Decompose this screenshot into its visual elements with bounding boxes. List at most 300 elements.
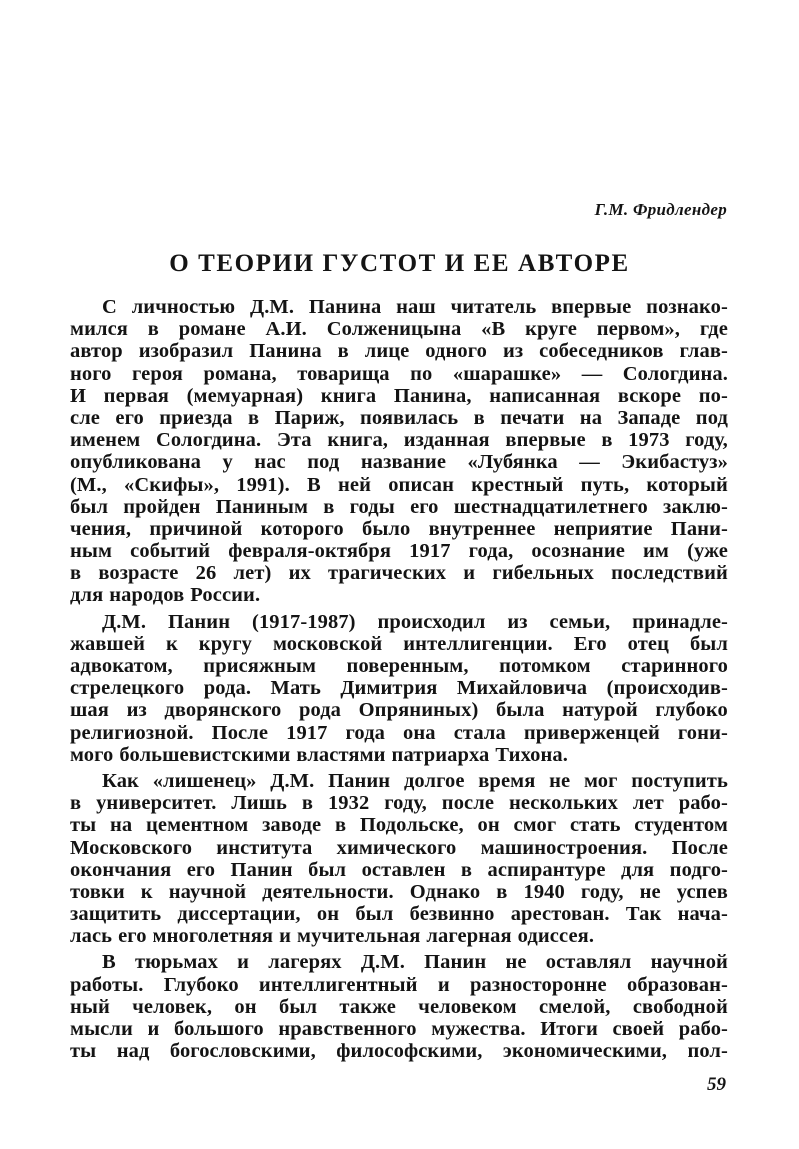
word: деятельности. bbox=[262, 880, 394, 903]
word: потомком bbox=[499, 655, 591, 677]
word: опубликована bbox=[70, 451, 201, 474]
word: гони- bbox=[677, 721, 728, 744]
word: неприятие bbox=[553, 517, 653, 540]
word: стать bbox=[569, 814, 621, 837]
word: она bbox=[403, 721, 436, 744]
word: разносторонне bbox=[469, 973, 607, 996]
word: круге bbox=[525, 318, 577, 341]
word: заводе bbox=[262, 814, 322, 837]
text-line bbox=[70, 744, 728, 766]
word: лагерная bbox=[426, 925, 512, 948]
word: мился bbox=[70, 318, 128, 341]
word: После bbox=[671, 836, 728, 859]
word: «Лубянка bbox=[467, 451, 558, 474]
word: 1973 bbox=[628, 429, 670, 452]
word: Д.М. bbox=[249, 296, 295, 318]
word: изданная bbox=[403, 429, 490, 452]
text-line bbox=[70, 792, 728, 814]
word: мучительная bbox=[297, 925, 421, 948]
word: 1940 bbox=[523, 880, 565, 903]
word: событий bbox=[130, 540, 211, 563]
text-line bbox=[70, 951, 728, 973]
word: лет) bbox=[233, 562, 272, 585]
word: глав- bbox=[679, 340, 728, 363]
word: возрасте bbox=[98, 562, 179, 585]
word: «Скифы», bbox=[124, 473, 220, 496]
word: одиссея. bbox=[517, 925, 595, 948]
word: А.И. bbox=[265, 318, 307, 341]
word: из bbox=[502, 340, 524, 363]
word: нача- bbox=[677, 903, 728, 926]
word: именем bbox=[70, 429, 141, 452]
word: первая bbox=[103, 384, 169, 407]
text-line bbox=[70, 996, 728, 1018]
word: романе bbox=[178, 318, 246, 341]
word: трагических bbox=[328, 562, 447, 585]
word: на bbox=[579, 406, 603, 429]
word: ты bbox=[70, 1040, 97, 1063]
word: Как bbox=[102, 769, 139, 792]
word: московской bbox=[272, 632, 383, 655]
text-line bbox=[70, 814, 728, 836]
word: Панина bbox=[249, 340, 322, 363]
word: и bbox=[147, 1018, 160, 1040]
word: Панин bbox=[168, 610, 231, 633]
word: Лишь bbox=[231, 792, 287, 815]
text-line bbox=[70, 407, 728, 429]
word: под bbox=[695, 406, 728, 429]
word: написанная bbox=[489, 384, 601, 407]
word: его bbox=[410, 495, 439, 518]
text-line bbox=[70, 318, 728, 340]
text-line bbox=[70, 496, 728, 518]
word: в bbox=[70, 562, 82, 585]
word: человеком bbox=[418, 995, 517, 1018]
word: в bbox=[473, 406, 485, 429]
word: Париж, bbox=[274, 406, 345, 429]
word: из bbox=[126, 699, 147, 722]
word: он bbox=[234, 995, 257, 1018]
word: подго- bbox=[669, 858, 728, 881]
word: Димитрия bbox=[340, 677, 438, 700]
text-line bbox=[70, 722, 728, 744]
word: философскими, bbox=[336, 1040, 483, 1063]
word: Сологдина. bbox=[622, 362, 728, 385]
word: властями bbox=[296, 743, 386, 766]
word: (М., bbox=[70, 473, 107, 496]
text-line bbox=[70, 837, 728, 859]
word: мог bbox=[583, 769, 618, 792]
word: диссертации, bbox=[177, 903, 301, 926]
word: (уже bbox=[687, 540, 728, 563]
word: он bbox=[316, 903, 340, 926]
word: в bbox=[337, 340, 349, 363]
word: для bbox=[70, 584, 104, 607]
word: в bbox=[601, 429, 613, 452]
word: мысли bbox=[70, 1018, 133, 1040]
word: поверенным, bbox=[346, 655, 469, 677]
word: 1917 bbox=[409, 540, 451, 563]
word: его bbox=[186, 858, 216, 881]
word: и bbox=[279, 925, 292, 948]
word: году, bbox=[685, 429, 728, 452]
word: экономическими, bbox=[502, 1040, 668, 1063]
word: его bbox=[115, 406, 144, 429]
word: которого bbox=[260, 517, 344, 540]
word: вскоре bbox=[617, 384, 682, 407]
text-line bbox=[70, 363, 728, 385]
word: 1917 bbox=[286, 721, 328, 744]
word: книга bbox=[320, 384, 377, 407]
word: и bbox=[463, 562, 476, 585]
word: Подольске, bbox=[359, 814, 464, 837]
word: у bbox=[222, 451, 233, 474]
text-line bbox=[70, 385, 728, 407]
word: на bbox=[110, 814, 133, 837]
word: собеседников bbox=[539, 340, 664, 363]
word: (1917-1987) bbox=[252, 610, 356, 633]
word: машиностроения. bbox=[480, 836, 648, 859]
word: рода. bbox=[203, 677, 252, 700]
word: лась bbox=[70, 925, 113, 948]
word: не bbox=[505, 951, 527, 974]
word: химического bbox=[336, 836, 457, 859]
word: товки bbox=[70, 880, 125, 903]
word: института bbox=[216, 836, 313, 859]
word: И bbox=[70, 384, 87, 407]
word: героя bbox=[132, 362, 183, 385]
word: который bbox=[646, 473, 728, 496]
word: В bbox=[102, 951, 116, 974]
word: кругу bbox=[198, 632, 253, 655]
word: в bbox=[334, 814, 347, 837]
word: стрелецкого bbox=[70, 677, 185, 700]
word: России. bbox=[190, 584, 261, 607]
word: читатель bbox=[450, 296, 537, 318]
word: к bbox=[165, 632, 178, 655]
word: лагерях bbox=[268, 951, 342, 974]
word: своей bbox=[612, 1018, 665, 1040]
word: лице bbox=[364, 340, 410, 363]
word: защитить bbox=[70, 903, 162, 926]
word: работы. bbox=[70, 973, 144, 996]
word: года bbox=[345, 721, 386, 744]
word: После bbox=[211, 721, 269, 744]
word: ного bbox=[70, 362, 112, 385]
text-line bbox=[70, 1040, 728, 1062]
word: последствий bbox=[611, 562, 728, 585]
word: Панин bbox=[424, 951, 487, 974]
word: был bbox=[279, 995, 318, 1018]
word: впервые bbox=[551, 296, 632, 318]
word: 1991). bbox=[236, 473, 290, 496]
word: отец bbox=[627, 632, 670, 655]
word: Экибастуз» bbox=[621, 451, 728, 474]
word: году, bbox=[580, 880, 624, 903]
word: шая bbox=[70, 699, 109, 722]
word: Панин bbox=[230, 858, 293, 881]
word: стала bbox=[453, 721, 506, 744]
word: было bbox=[361, 517, 411, 540]
text-line bbox=[70, 340, 728, 362]
word: Паниным bbox=[215, 495, 309, 518]
word: время bbox=[478, 769, 536, 792]
word: по bbox=[410, 362, 433, 385]
word: сле bbox=[70, 406, 100, 429]
word: осознание bbox=[531, 540, 625, 563]
word: Так bbox=[625, 903, 662, 926]
word: смелой, bbox=[538, 995, 611, 1018]
word: образован- bbox=[626, 973, 728, 996]
word: рабо- bbox=[678, 792, 728, 815]
word: чения, bbox=[70, 517, 132, 540]
text-line bbox=[70, 429, 728, 451]
word: Западе bbox=[617, 406, 681, 429]
word: научной bbox=[650, 951, 728, 974]
word: Итоги bbox=[540, 1018, 598, 1040]
word: Его bbox=[573, 632, 607, 655]
article-body bbox=[70, 296, 728, 1062]
word: была bbox=[496, 699, 545, 722]
word: нескольких bbox=[508, 792, 618, 815]
word: также bbox=[339, 995, 396, 1018]
word: им bbox=[643, 540, 669, 563]
word: пройден bbox=[123, 495, 201, 518]
word: рода bbox=[298, 699, 342, 722]
word: причиной bbox=[149, 517, 243, 540]
word: успев bbox=[676, 880, 728, 903]
word: в bbox=[247, 406, 260, 429]
word: в bbox=[460, 858, 473, 881]
word: к bbox=[140, 880, 153, 903]
word: личностью bbox=[131, 296, 236, 318]
word: путь, bbox=[580, 473, 630, 496]
word: и bbox=[437, 973, 450, 996]
word: в bbox=[301, 792, 314, 815]
word: долгое bbox=[403, 769, 465, 792]
word: описан bbox=[388, 473, 455, 496]
word: аспирантуре bbox=[487, 858, 606, 881]
word: не bbox=[549, 769, 571, 792]
word: романа, bbox=[203, 362, 277, 385]
text-line bbox=[70, 677, 728, 699]
word: году, bbox=[384, 792, 427, 815]
word: не bbox=[639, 880, 661, 903]
text-line bbox=[70, 451, 728, 473]
word: Мать bbox=[270, 677, 321, 700]
word: Д.М. bbox=[360, 951, 405, 974]
word: происходил bbox=[377, 610, 486, 633]
word: их bbox=[288, 562, 311, 585]
text-line bbox=[70, 474, 728, 496]
word: первом», bbox=[596, 318, 681, 341]
word: был bbox=[308, 858, 347, 881]
text-line bbox=[70, 699, 728, 721]
text-line bbox=[70, 655, 728, 677]
word: в bbox=[323, 495, 335, 518]
word: оставлял bbox=[545, 951, 632, 974]
word: «лишенец» bbox=[152, 769, 257, 792]
word: ты bbox=[70, 814, 97, 837]
word: арестован. bbox=[510, 903, 610, 926]
word: свободной bbox=[632, 995, 728, 1018]
word: многолетняя bbox=[152, 925, 274, 948]
word: Михайловича bbox=[456, 677, 588, 700]
word: над bbox=[116, 1040, 150, 1063]
text-line bbox=[70, 296, 728, 318]
word: В bbox=[307, 473, 321, 496]
word: товарища bbox=[297, 362, 390, 385]
word: тюрьмах bbox=[134, 951, 218, 974]
word: был bbox=[689, 632, 728, 655]
word: — bbox=[581, 362, 603, 385]
word: книга, bbox=[327, 429, 389, 452]
word: название bbox=[360, 451, 447, 474]
word: С bbox=[102, 296, 117, 318]
word: в bbox=[496, 880, 508, 903]
word: научной bbox=[168, 880, 247, 903]
word: автор bbox=[70, 340, 123, 363]
word: Панин bbox=[328, 769, 391, 792]
word: изобразил bbox=[138, 340, 234, 363]
word: приезда bbox=[159, 406, 233, 429]
text-line bbox=[70, 1018, 728, 1040]
word: нас bbox=[254, 451, 286, 474]
word: Сологдина. bbox=[156, 429, 262, 452]
word: где bbox=[699, 318, 728, 341]
word: народов bbox=[109, 584, 185, 607]
word: принадле- bbox=[632, 610, 728, 633]
word: жавшей bbox=[70, 632, 146, 655]
word: по- bbox=[698, 384, 728, 407]
word: университет. bbox=[96, 792, 217, 815]
word: безвинно bbox=[409, 903, 495, 926]
word: года, bbox=[468, 540, 514, 563]
word: (мемуарная) bbox=[186, 384, 304, 407]
word: лет bbox=[632, 792, 664, 815]
text-line bbox=[70, 584, 728, 606]
word: его bbox=[118, 925, 147, 948]
word: Пани- bbox=[670, 517, 728, 540]
word: он bbox=[477, 814, 500, 837]
text-line bbox=[70, 974, 728, 996]
word: студентом bbox=[634, 814, 728, 837]
word: Эта bbox=[276, 429, 312, 452]
page-number: 59 bbox=[707, 1074, 726, 1095]
word: Д.М. bbox=[270, 769, 315, 792]
word: мого bbox=[70, 743, 114, 766]
word: под bbox=[307, 451, 340, 474]
word: Опряниных) bbox=[358, 699, 479, 722]
word: окончания bbox=[70, 858, 172, 881]
text-line bbox=[70, 881, 728, 903]
word: смог bbox=[513, 814, 557, 837]
word: поступить bbox=[631, 769, 728, 792]
word: богословскими, bbox=[169, 1040, 316, 1063]
word: интеллигенции. bbox=[403, 632, 553, 655]
word: был bbox=[355, 903, 394, 926]
word: пол- bbox=[687, 1040, 728, 1063]
word: интеллигентный bbox=[258, 973, 418, 996]
text-line bbox=[70, 903, 728, 925]
word: 1932 bbox=[327, 792, 370, 815]
word: для bbox=[620, 858, 655, 881]
text-line bbox=[70, 633, 728, 655]
word: шестнадцатилетнего bbox=[453, 495, 648, 518]
word: Солженицына bbox=[326, 318, 462, 341]
word: Тихона. bbox=[495, 743, 568, 766]
word: нравственного bbox=[278, 1018, 417, 1040]
word: и bbox=[237, 951, 250, 974]
word: заклю- bbox=[663, 495, 728, 518]
word: из bbox=[507, 610, 528, 633]
author-name: Г.М. Фридлендер bbox=[594, 200, 727, 219]
word: патриарха bbox=[391, 743, 490, 766]
text-line bbox=[70, 859, 728, 881]
word: внутреннее bbox=[428, 517, 536, 540]
text-line bbox=[70, 562, 728, 584]
word: Панина bbox=[308, 296, 382, 318]
word: Глубоко bbox=[163, 973, 239, 996]
word: наш bbox=[396, 296, 436, 318]
word: натурой bbox=[562, 699, 638, 722]
text-line bbox=[70, 611, 728, 633]
word: глубоко bbox=[655, 699, 728, 722]
word: оставлен bbox=[361, 858, 446, 881]
word: человек, bbox=[132, 995, 213, 1018]
word: Однако bbox=[409, 880, 481, 903]
article-title: О ТЕОРИИ ГУСТОТ И ЕЕ АВТОРЕ bbox=[169, 250, 630, 277]
word: Д.М. bbox=[102, 610, 147, 633]
text-line bbox=[70, 540, 728, 562]
word: большого bbox=[174, 1018, 264, 1040]
word: большевистскими bbox=[119, 743, 291, 766]
text-line bbox=[70, 770, 728, 792]
word: рабо- bbox=[678, 1018, 728, 1040]
word: дворянского bbox=[164, 699, 282, 722]
word: февраля-октября bbox=[228, 540, 392, 563]
word: приверженцей bbox=[523, 721, 660, 744]
word: «шарашке» bbox=[452, 362, 562, 385]
word: одного bbox=[425, 340, 488, 363]
word: присяжным bbox=[203, 655, 317, 677]
word: крестный bbox=[471, 473, 564, 496]
word: впервые bbox=[505, 429, 586, 452]
word: ней bbox=[337, 473, 371, 496]
word: в bbox=[147, 318, 159, 341]
word: цементном bbox=[145, 814, 249, 837]
word: ный bbox=[70, 995, 110, 1018]
word: старинного bbox=[621, 655, 728, 677]
word: годы bbox=[349, 495, 395, 518]
word: печати bbox=[500, 406, 565, 429]
word: был bbox=[70, 495, 109, 518]
word: Панина, bbox=[393, 384, 472, 407]
word: — bbox=[579, 451, 600, 474]
word: религиозной. bbox=[70, 721, 194, 744]
word: появилась bbox=[359, 406, 459, 429]
word: в bbox=[70, 792, 82, 815]
word: адвокатом, bbox=[70, 655, 173, 677]
word: (происходив- bbox=[606, 677, 728, 700]
text-line bbox=[70, 925, 728, 947]
word: после bbox=[441, 792, 495, 815]
text-line bbox=[70, 518, 728, 540]
word: 26 bbox=[195, 562, 217, 585]
word: гибельных bbox=[492, 562, 594, 585]
word: Московского bbox=[70, 836, 193, 859]
word: познако- bbox=[646, 296, 728, 318]
